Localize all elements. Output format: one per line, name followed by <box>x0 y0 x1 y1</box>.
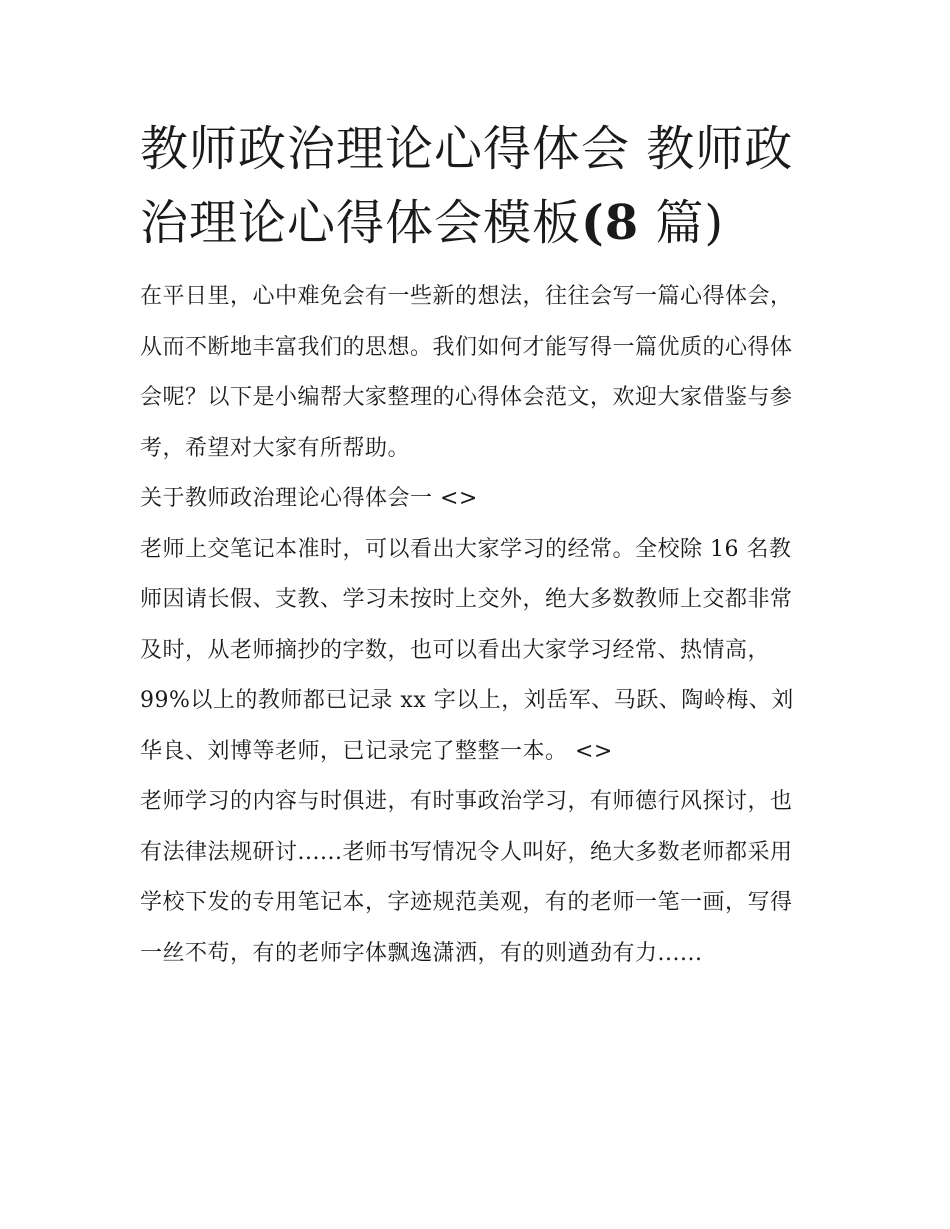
title-count: (8 <box>581 195 640 251</box>
title-end: 篇) <box>655 195 725 251</box>
body-paragraph-2: 老师学习的内容与时俱进，有时事政治学习，有师德行风探讨，也有法律法规研讨......老师书写情况令人叫好，绝大多数老师都采用学校下发的专用笔记本，字迹规范美观，有的老师一笔一画，写得一丝不苟，有的老师字体飘逸潇洒，有的则遒劲有力...... <box>140 789 793 966</box>
body-paragraph-1: 老师上交笔记本准时，可以看出大家学习的经常。全校除 16 名教师因请长假、支教、学习未按时上交外，绝大多数教师上交都非常及时，从老师摘抄的字数，也可以看出大家学习经常、热情高，99%以上的教师都已记录 xx 字以上，刘岳军、马跃、陶岭梅、刘华良、刘博等老师，已记录完了整整一本。 <> <box>140 536 794 764</box>
section-heading: 关于教师政治理论心得体会一 <> <box>140 486 478 511</box>
document-page <box>140 112 812 979</box>
title-text: 教师政治理论心得体会 教师政治理论心得体会模板 <box>140 121 794 251</box>
intro-paragraph: 在平日里，心中难免会有一些新的想法，往往会写一篇心得体会，从而不断地丰富我们的思想。我们如何才能写得一篇优质的心得体会呢？以下是小编帮大家整理的心得体会范文，欢迎大家借鉴与参考，希望对大家有所帮助。 <box>140 284 793 461</box>
document-title <box>140 112 812 260</box>
